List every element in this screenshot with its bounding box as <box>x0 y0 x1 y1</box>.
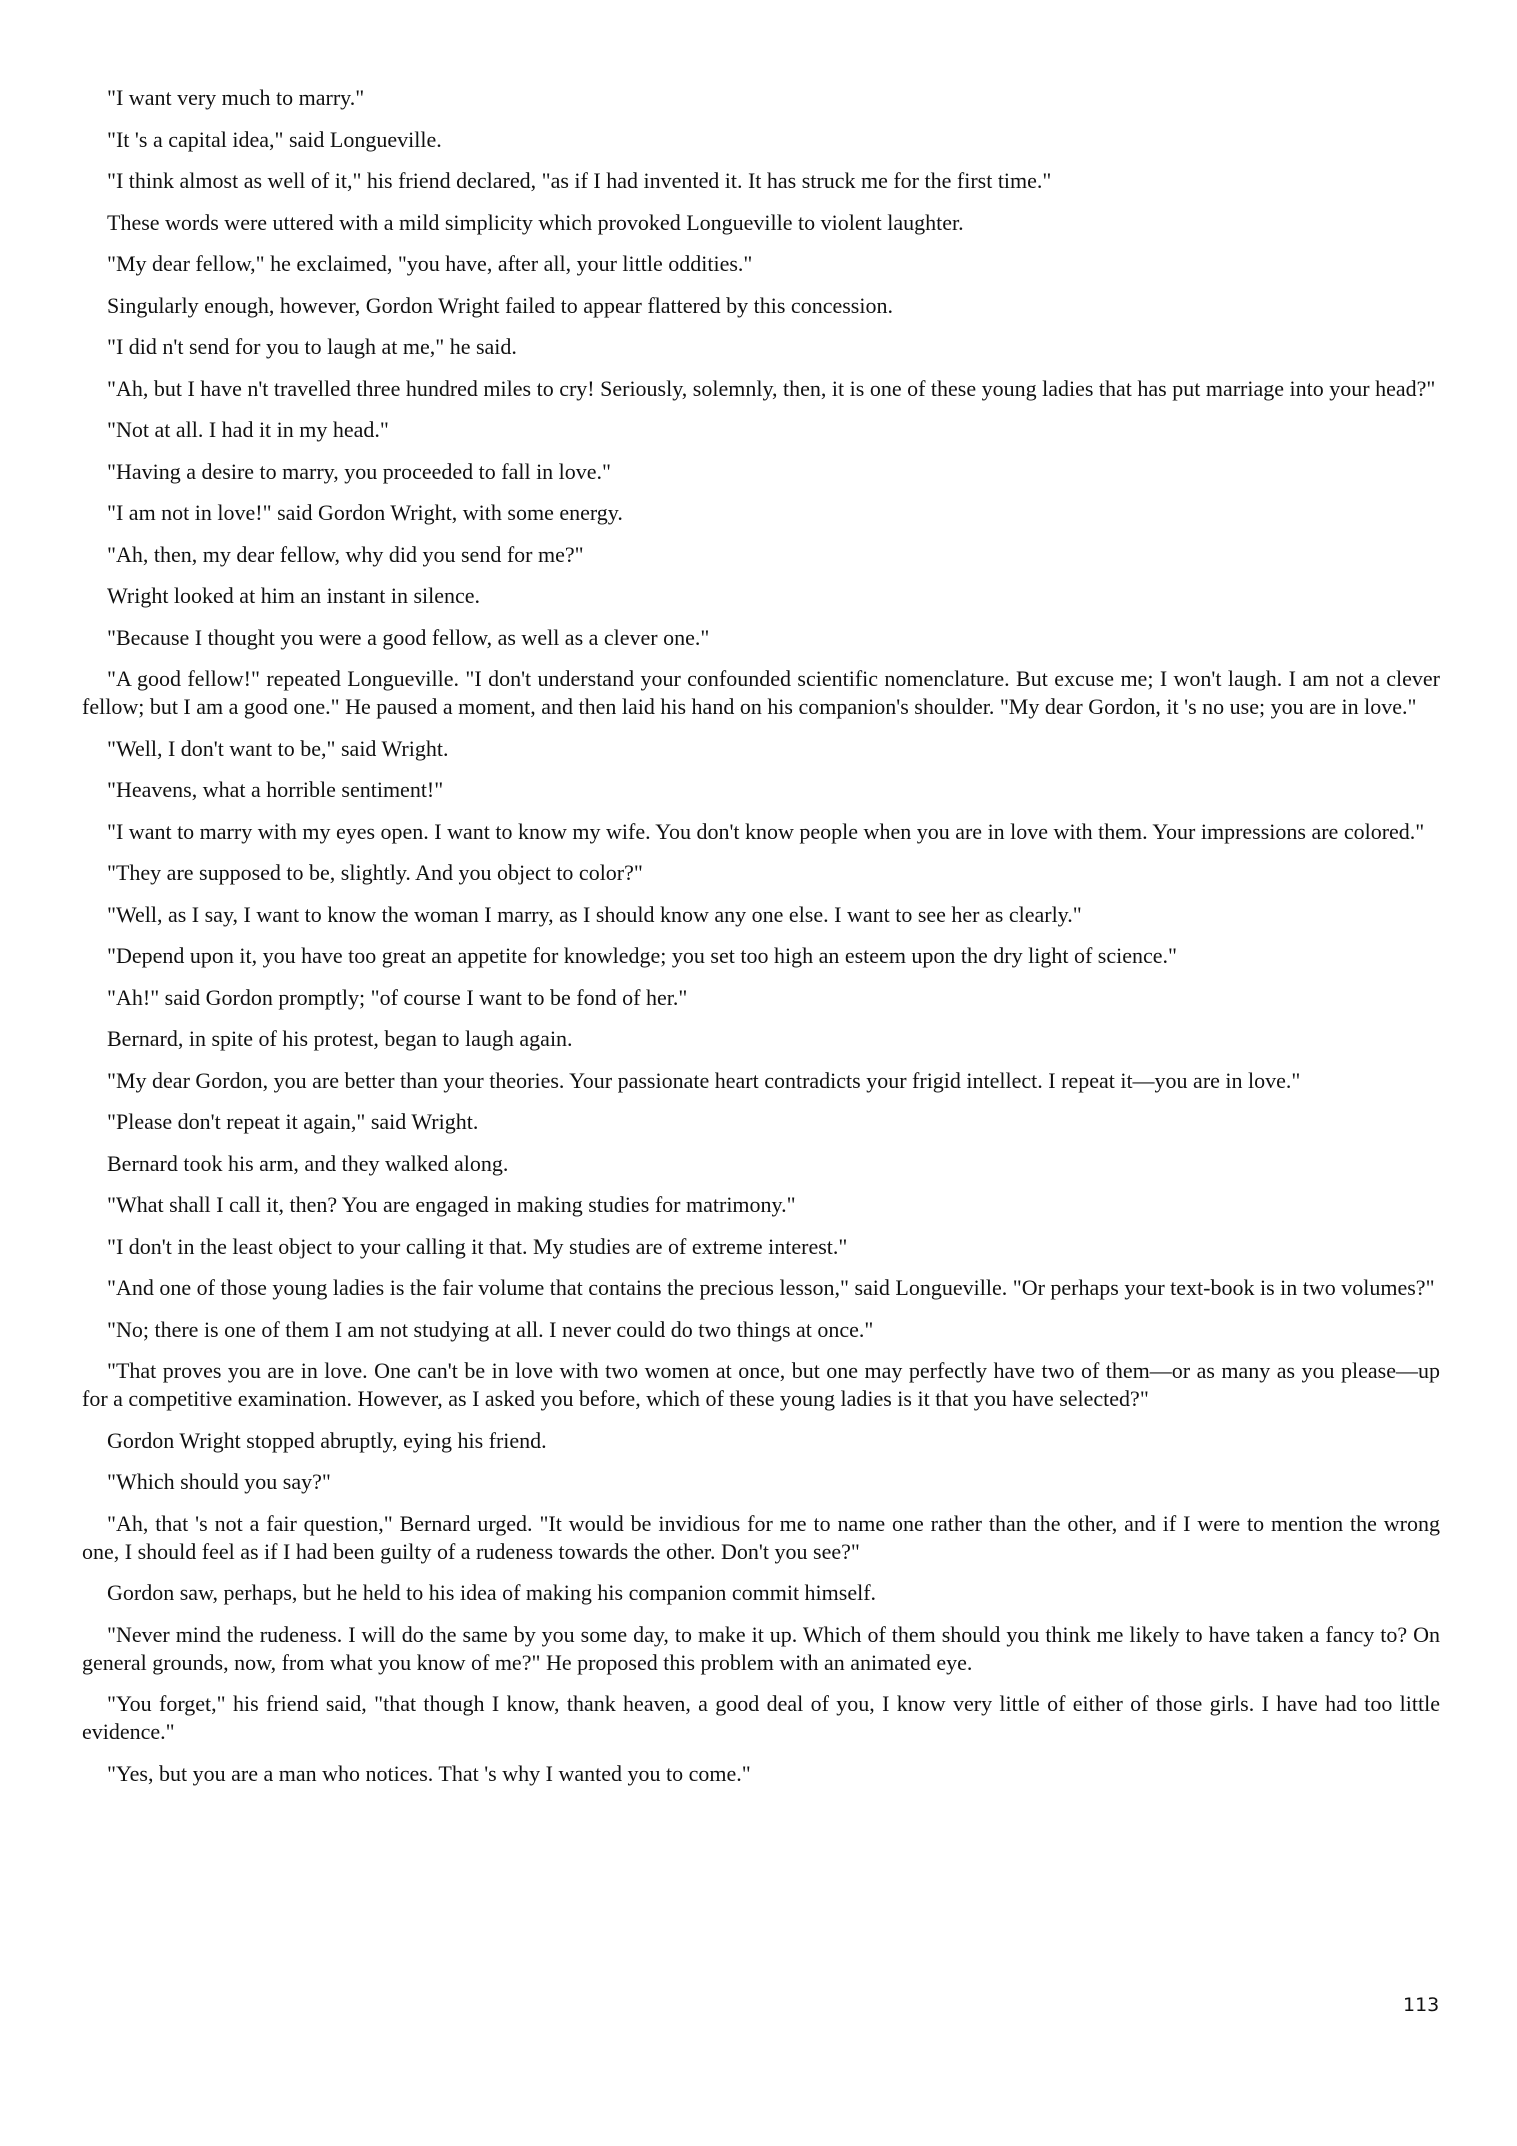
paragraph: "Ah, but I have n't travelled three hundred miles to cry! Seriously, solemnly, then, it is one of these young ladies that has put marriage into your head?" <box>107 375 1436 401</box>
paragraph: "And one of those young ladies is the fair volume that contains the precious lesson," said Longueville. "Or perhaps your text-book is in two volumes?" <box>107 1275 1435 1300</box>
paragraph: Wright looked at him an instant in silence. <box>107 583 481 608</box>
paragraph: These words were uttered with a mild simplicity which provoked Longueville to violent laughter. <box>107 209 964 235</box>
paragraph: Gordon saw, perhaps, but he held to his idea of making his companion commit himself. <box>107 1580 877 1605</box>
paragraph: "It 's a capital idea," said Longueville. <box>107 126 442 152</box>
paragraph: "Please don't repeat it again," said Wright. <box>107 1109 479 1134</box>
paragraph: "I think almost as well of it," his friend declared, "as if I had invented it. It has struck me for the first time." <box>107 168 1052 193</box>
paragraph: "Ah, then, my dear fellow, why did you send for me?" <box>107 541 584 567</box>
paragraph: "No; there is one of them I am not studying at all. I never could do two things at once." <box>107 1316 874 1342</box>
paragraph: "I did n't send for you to laugh at me," he said. <box>107 334 517 359</box>
paragraph: "Ah!" said Gordon promptly; "of course I want to be fond of her." <box>107 984 688 1010</box>
paragraph: "They are supposed to be, slightly. And you object to color?" <box>107 860 643 885</box>
paragraph: "Yes, but you are a man who notices. That 's why I wanted you to come." <box>107 1760 751 1786</box>
paragraph: "That proves you are in love. One can't be in love with two women at once, but one may perfectly have two of them—or as many as you please—up for a competitive examination. However, as I asked you before, which of these young ladies is it that you have selected?" <box>82 1358 1440 1411</box>
paragraph: "Which should you say?" <box>107 1469 331 1494</box>
paragraph: Bernard took his arm, and they walked along. <box>107 1150 509 1176</box>
paragraph: "Heavens, what a horrible sentiment!" <box>107 777 444 802</box>
paragraph: "A good fellow!" repeated Longueville. "I don't understand your confounded scientific nomenclature. But excuse me; I won't laugh. I am not a clever fellow; but I am a good one." He paused a moment, and then laid his hand on his companion's shoulder. "My dear Gordon, it 's no use; you are in love." <box>82 666 1440 719</box>
paragraph: "My dear Gordon, you are better than your theories. Your passionate heart contradicts your frigid intellect. I repeat it—you are in love." <box>107 1067 1301 1093</box>
paragraph: "What shall I call it, then? You are engaged in making studies for matrimony." <box>107 1192 796 1217</box>
paragraph: "Depend upon it, you have too great an appetite for knowledge; you set too high an esteem upon the dry light of science." <box>107 943 1178 968</box>
paragraph: "Well, I don't want to be," said Wright. <box>107 735 449 761</box>
paragraph: Singularly enough, however, Gordon Wright failed to appear flattered by this concession. <box>107 292 893 318</box>
paragraph: "My dear fellow," he exclaimed, "you have, after all, your little oddities." <box>107 251 753 276</box>
paragraph: "Well, as I say, I want to know the woman I marry, as I should know any one else. I want to see her as clearly." <box>107 901 1082 927</box>
paragraph: "Because I thought you were a good fellow, as well as a clever one." <box>107 624 710 650</box>
paragraph: "I am not in love!" said Gordon Wright, with some energy. <box>107 500 623 525</box>
page-number: 113 <box>1403 1994 1440 2016</box>
paragraph: "Never mind the rudeness. I will do the same by you some day, to make it up. Which of them should you think me likely to have taken a fancy to? On general grounds, now, from what you know of me?" He proposed this problem with an animated eye. <box>82 1621 1440 1675</box>
paragraph: "I want very much to marry." <box>107 85 365 110</box>
paragraph: Bernard, in spite of his protest, began to laugh again. <box>107 1026 573 1051</box>
paragraph: "You forget," his friend said, "that though I know, thank heaven, a good deal of you, I know very little of either of those girls. I have had too little evidence." <box>82 1691 1440 1744</box>
paragraph: "Ah, that 's not a fair question," Bernard urged. "It would be invidious for me to name one rather than the other, and if I were to mention the wrong one, I should feel as if I had been guilty of a rudeness towards the other. Don't you see?" <box>82 1510 1440 1564</box>
paragraph: "I want to marry with my eyes open. I want to know my wife. You don't know people when you are in love with them. Your impressions are colored." <box>107 818 1425 844</box>
paragraph: "Not at all. I had it in my head." <box>107 417 389 442</box>
page-body <box>82 84 1440 1801</box>
paragraph: Gordon Wright stopped abruptly, eying his friend. <box>107 1427 547 1453</box>
paragraph: "I don't in the least object to your calling it that. My studies are of extreme interest." <box>107 1233 848 1259</box>
paragraph: "Having a desire to marry, you proceeded to fall in love." <box>107 458 612 484</box>
